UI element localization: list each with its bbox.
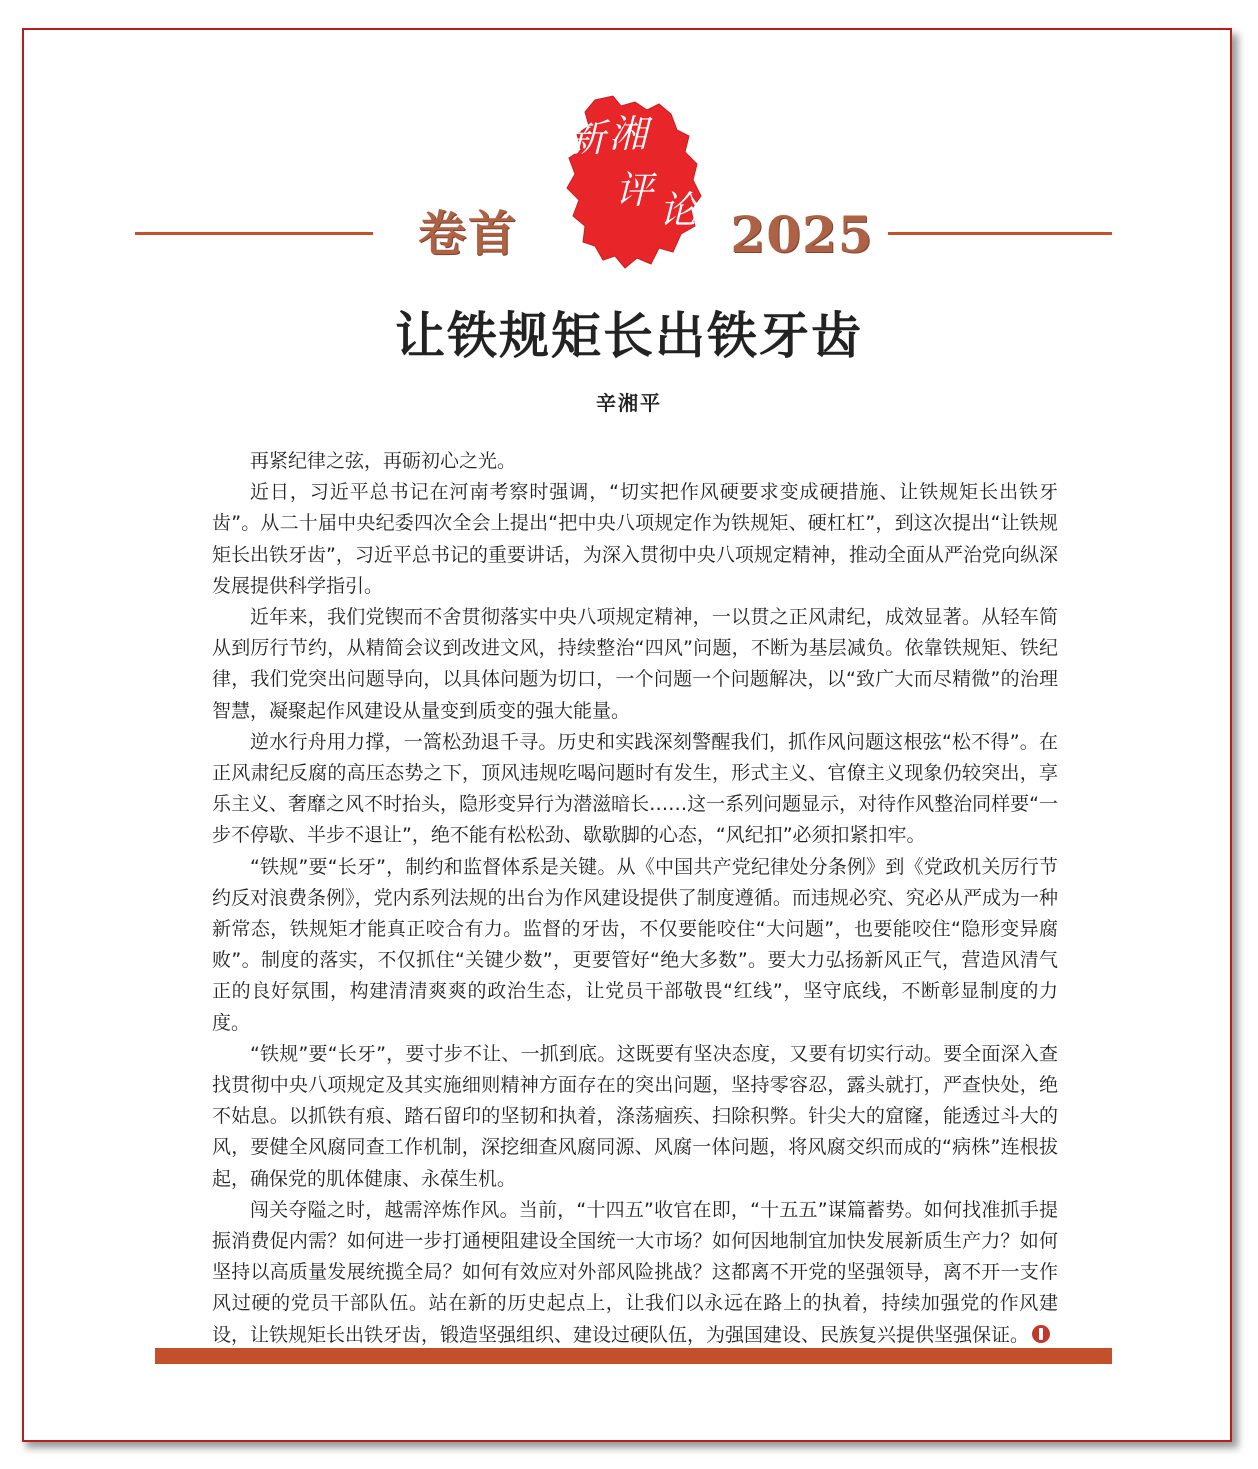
- logo-char-2: 湘: [609, 112, 648, 156]
- logo-char-1: 新: [567, 116, 606, 160]
- logo-char-3: 评: [615, 168, 654, 212]
- logo-char-4: 论: [659, 188, 698, 232]
- logo-lettering: [563, 112, 708, 262]
- article-author: 辛湘平: [596, 391, 662, 415]
- paragraph-2: 近日，习近平总书记在河南考察时强调，“切实把作风硬要求变成硬措施、让铁规矩长出铁牙齿”。从二十届中央纪委四次全会上提出“把中央八项规定作为铁规矩、硬杠杠”，到这次提出“让铁规矩长出铁牙齿”，习近平总书记的重要讲话，为深入贯彻中央八项规定精神，推动全面从严治党向纵深发展提供科学指引。: [212, 481, 1058, 597]
- paragraph-7-text: 闯关夺隘之时，越需淬炼作风。当前，“十四五”收官在即，“十五五”谋篇蓄势。如何找准抓手提振消费促内需？如何进一步打通梗阻建设全国统一大市场？如何因地制宜加快发展新质生产力？如何坚持以高质量发展统揽全局？如何有效应对外部风险挑战？这都离不开党的坚强领导，离不开一支作风过硬的党员干部队伍。站在新的历史起点上，让我们以永远在路上的执着，持续加强党的作风建设，让铁规矩长出铁牙齿，锻造坚强组织、建设过硬队伍，为强国建设、民族复兴提供坚强保证。: [212, 1198, 1058, 1346]
- header-rule-left: [135, 232, 373, 235]
- paragraph-1: 再紧纪律之弦，再砺初心之光。: [250, 450, 517, 472]
- article-title: 让铁规矩长出铁牙齿: [395, 307, 863, 365]
- paragraph-6: “铁规”要“长牙”，要寸步不让、一抓到底。这既要有坚决态度，又要有切实行动。要全面深入查找贯彻中央八项规定及其实施细则精神方面存在的突出问题，坚持零容忍，露头就打，严查快处，绝不姑息。以抓铁有痕、踏石留印的坚韧和执着，涤荡痼疾、扫除积弊。针尖大的窟窿，能透过斗大的风，要健全风腐同查工作机制，深挖细查风腐同源、风腐一体问题，将风腐交织而成的“病株”连根拔起，确保党的肌体健康、永葆生机。: [212, 1042, 1058, 1190]
- paragraph-5: “铁规”要“长牙”，制约和监督体系是关键。从《中国共产党纪律处分条例》到《党政机关厉行节约反对浪费条例》，党内系列法规的出台为作风建设提供了制度遵循。而违规必究、究必从严成为一种新常态，铁规矩才能真正咬合有力。监督的牙齿，不仅要能咬住“大问题”，也要能咬住“隐形变异腐败”。制度的落实，不仅抓住“关键少数”，更要管好“绝大多数”。要大力弘扬新风正气，营造风清气正的良好氛围，构建清清爽爽的政治生态，让党员干部敬畏“红线”，坚守底线，不断彰显制度的力度。: [212, 855, 1058, 1034]
- paragraph-4: 逆水行舟用力撑，一篙松劲退千寻。历史和实践深刻警醒我们，抓作风问题这根弦“松不得”。在正风肃纪反腐的高压态势之下，顶风违规吃喝问题时有发生，形式主义、官僚主义现象仍较突出，享乐主义、奢靡之风不时抬头，隐形变异行为潜滋暗长……这一系列问题显示，对待作风整治同样要“一步不停歇、半步不退让”，绝不能有松松劲、歇歇脚的心态，“风纪扣”必须扣紧扣牢。: [212, 730, 1058, 847]
- paragraph-3: 近年来，我们党锲而不舍贯彻落实中央八项规定精神，一以贯之正风肃纪，成效显著。从轻车简从到厉行节约，从精简会议到改进文风，持续整治“四风”问题，不断为基层减负。依靠铁规矩、铁纪律，我们党突出问题导向，以具体问题为切口，一个问题一个问题解决，以“致广大而尽精微”的治理智慧，凝聚起作风建设从量变到质变的强大能量。: [212, 606, 1058, 722]
- paragraph-7: [212, 1195, 1058, 1351]
- section-label: 卷首: [417, 206, 518, 262]
- article-body: [212, 446, 1058, 1351]
- issue-year: 2025: [730, 205, 874, 264]
- bottom-rule: [155, 1348, 1112, 1364]
- end-mark-icon: [1032, 1325, 1050, 1343]
- magazine-logo: [555, 92, 715, 272]
- header-rule-right: [888, 232, 1112, 235]
